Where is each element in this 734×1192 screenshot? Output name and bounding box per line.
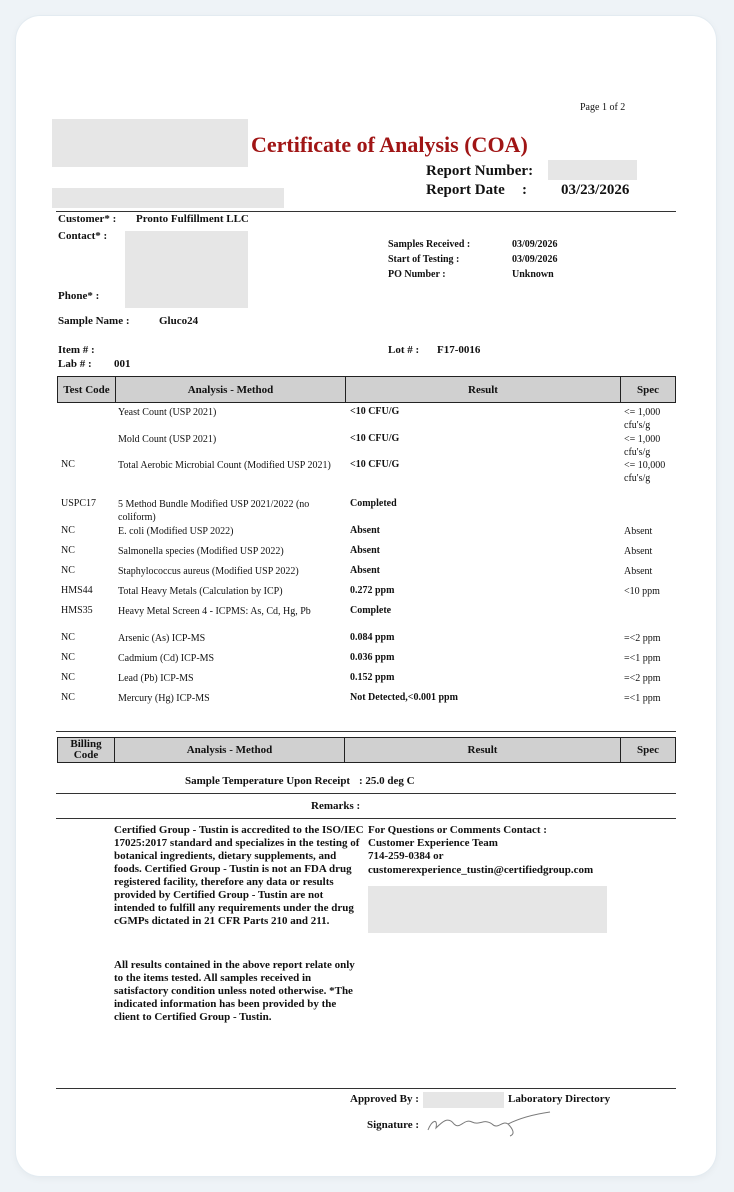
report-date-colon: :: [522, 182, 527, 198]
test-code: NC: [61, 459, 75, 470]
test-spec: =<1 ppm: [624, 653, 661, 664]
remarks-divider: [56, 818, 676, 819]
table2-header-method: Analysis - Method: [114, 737, 345, 763]
start-testing-value: 03/09/2026: [512, 254, 558, 265]
test-spec: =<1 ppm: [624, 693, 661, 704]
test-spec: <= 10,000 cfu's/g: [624, 460, 666, 484]
lot-label: Lot # :: [388, 344, 420, 356]
test-method: Heavy Metal Screen 4 - ICPMS: As, Cd, Hg, Pb: [118, 606, 311, 617]
test-result: Absent: [350, 525, 381, 536]
sample-name-value: Gluco24: [159, 315, 199, 327]
signature-image: [424, 1108, 554, 1138]
redacted-contact: [125, 231, 248, 308]
test-spec: =<2 ppm: [624, 673, 661, 684]
test-result: <10 CFU/G: [350, 433, 400, 444]
test-spec: Absent: [624, 546, 653, 557]
lab-label: Lab # :: [58, 358, 92, 370]
table-divider: [56, 731, 676, 732]
test-method: Yeast Count (USP 2021): [118, 407, 217, 418]
test-result: Completed: [350, 498, 397, 509]
phone-label: Phone* :: [58, 290, 100, 302]
customer-value: Pronto Fulfillment LLC: [136, 213, 249, 225]
samples-received-label: Samples Received :: [388, 239, 471, 250]
contact-email: customerexperience_tustin@certifiedgroup.com: [368, 864, 594, 876]
billing-label: Billing: [70, 738, 102, 750]
po-number-value: Unknown: [512, 269, 554, 280]
approved-by-label: Approved By :: [350, 1093, 419, 1105]
report-date-label: Report Date: [426, 182, 505, 198]
contact-label: Contact* :: [58, 230, 108, 242]
test-code: NC: [61, 632, 75, 643]
test-method: Total Heavy Metals (Calculation by ICP): [118, 586, 283, 597]
contact-phone: 714-259-0384 or: [368, 850, 444, 862]
test-method: Mold Count (USP 2021): [118, 434, 217, 445]
test-spec: Absent: [624, 526, 653, 537]
test-code: USPC17: [61, 498, 97, 509]
start-testing-label: Start of Testing :: [388, 254, 460, 265]
test-method: Arsenic (As) ICP-MS: [118, 633, 206, 644]
test-code: HMS44: [61, 585, 93, 596]
test-result: <10 CFU/G: [350, 406, 400, 417]
test-spec: Absent: [624, 566, 653, 577]
test-result: Complete: [350, 605, 392, 616]
test-method: Cadmium (Cd) ICP-MS: [118, 653, 215, 664]
test-result: Absent: [350, 545, 381, 556]
table-header-result: Result: [345, 376, 621, 403]
po-number-label: PO Number :: [388, 269, 446, 280]
test-code: NC: [61, 652, 75, 663]
sample-temp-value: : 25.0 deg C: [359, 775, 415, 787]
results-disclaimer: All results contained in the above report relate only to the items tested. All samples received in satisfactory condition unless noted otherwise. *The indicated information has been provided by the client to Certified Group - Tustin.: [114, 959, 355, 1023]
table2-header-result: Result: [344, 737, 621, 763]
test-result: <10 CFU/G: [350, 459, 400, 470]
table2-header-billing-code: [57, 737, 115, 763]
test-method: Total Aerobic Microbial Count (Modified USP 2021): [118, 460, 331, 471]
test-method: Mercury (Hg) ICP-MS: [118, 693, 210, 704]
samples-received-value: 03/09/2026: [512, 239, 558, 250]
item-label: Item # :: [58, 344, 95, 356]
header-divider: [56, 211, 676, 212]
test-code: NC: [61, 692, 75, 703]
page-number: Page 1 of 2: [580, 102, 626, 113]
sample-name-label: Sample Name :: [58, 315, 130, 327]
test-spec: <= 1,000 cfu's/g: [624, 407, 661, 431]
test-spec: <10 ppm: [624, 586, 660, 597]
contact-team: Customer Experience Team: [368, 837, 498, 849]
test-method: Salmonella species (Modified USP 2022): [118, 546, 284, 557]
test-result: 0.084 ppm: [350, 632, 395, 643]
remarks-label: Remarks :: [311, 800, 361, 812]
test-code: NC: [61, 525, 75, 536]
sample-temp-label: Sample Temperature Upon Receipt: [185, 775, 351, 787]
test-code: NC: [61, 672, 75, 683]
test-result: 0.272 ppm: [350, 585, 395, 596]
accreditation-text: Certified Group - Tustin is accredited to the ISO/IEC 17025:2017 standard and specializes in the testing of botanical ingredients, dietary supplements, and foods. Certified Group - Tustin is not an FDA drug registered facility, therefore any data or results provided by Certified Group - Tustin are not intended to fulfill any requirements under the drug cGMPs dictated in 21 CFR Parts 210 and 211.: [114, 824, 364, 927]
lot-value: F17-0016: [437, 344, 481, 356]
approved-title: Laboratory Directory: [508, 1093, 611, 1105]
test-spec: =<2 ppm: [624, 633, 661, 644]
redacted-address: [52, 188, 284, 208]
lab-value: 001: [114, 358, 131, 370]
test-code: HMS35: [61, 605, 93, 616]
redacted-address-block: [368, 886, 607, 933]
signature-label: Signature :: [367, 1119, 420, 1131]
table-header-test-code: Test Code: [57, 376, 116, 403]
contact-heading: For Questions or Comments Contact :: [368, 824, 547, 836]
table-header-spec: Spec: [620, 376, 676, 403]
table-header-method: Analysis - Method: [115, 376, 346, 403]
test-spec: <= 1,000 cfu's/g: [624, 434, 661, 458]
footer-divider: [56, 1088, 676, 1089]
test-method: 5 Method Bundle Modified USP 2021/2022 (no coliform): [118, 499, 310, 523]
test-code: NC: [61, 565, 75, 576]
test-result: 0.036 ppm: [350, 652, 395, 663]
redacted-report-number: [548, 160, 637, 180]
test-method: E. coli (Modified USP 2022): [118, 526, 234, 537]
temp-divider: [56, 793, 676, 794]
report-date: 03/23/2026: [561, 182, 630, 198]
test-result: Not Detected,<0.001 ppm: [350, 692, 458, 703]
test-result: 0.152 ppm: [350, 672, 395, 683]
report-number-label: Report Number:: [426, 163, 534, 179]
customer-label: Customer* :: [58, 213, 117, 225]
redacted-logo: [52, 119, 248, 167]
table2-header-spec: Spec: [620, 737, 676, 763]
test-method: Lead (Pb) ICP-MS: [118, 673, 194, 684]
test-code: NC: [61, 545, 75, 556]
redacted-approver: [423, 1092, 504, 1108]
test-method: Staphylococcus aureus (Modified USP 2022): [118, 566, 299, 577]
page-title: Certificate of Analysis (COA): [251, 132, 528, 157]
code-label: Code: [73, 749, 99, 761]
test-result: Absent: [350, 565, 381, 576]
